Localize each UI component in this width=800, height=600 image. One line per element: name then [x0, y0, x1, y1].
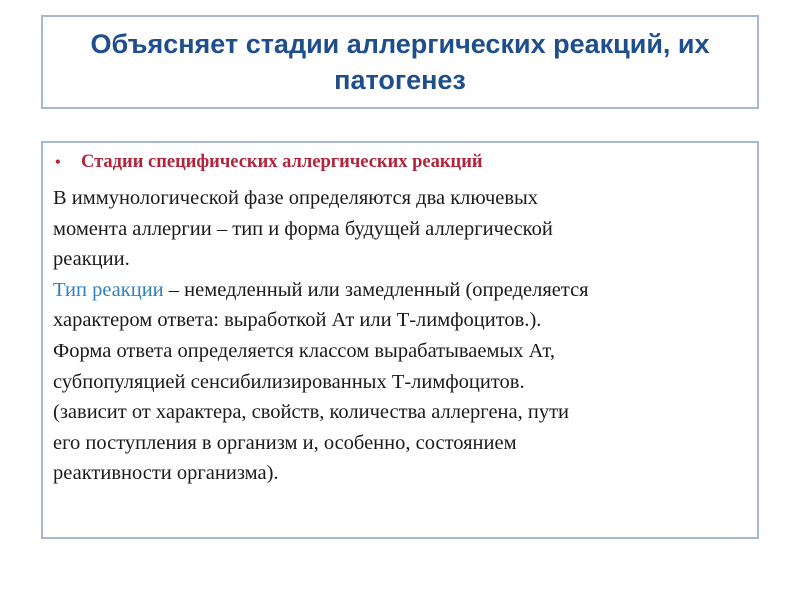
paragraph-line: Форма ответа определяется классом вырабатываемых Ат,	[53, 339, 555, 362]
slide-title: Объясняет стадии аллергических реакций, их патогенез	[90, 29, 710, 95]
paragraph-line: (зависит от характера, свойств, количества аллергена, пути	[53, 401, 570, 424]
paragraph-line: момента аллергии – тип и форма будущей аллергической	[53, 217, 553, 240]
paragraph-line: его поступления в организм и, особенно, состоянием	[53, 431, 517, 454]
paragraph-line: субпопуляцией сенсибилизированных Т-лимфоцитов.	[53, 370, 525, 393]
bullet-heading: Стадии специфических аллергических реакций	[81, 152, 483, 172]
paragraph-line: В иммунологической фазе определяются два ключевых	[53, 187, 539, 209]
bullet-icon: •	[55, 154, 61, 171]
content-box	[41, 141, 759, 539]
bullet-item	[53, 151, 745, 174]
paragraph-line: реактивности организма).	[53, 462, 279, 485]
title-box	[41, 15, 759, 109]
body-paragraph	[53, 183, 745, 489]
type-reaction-label: Тип реакции	[53, 278, 164, 301]
paragraph-line: реакции.	[53, 248, 130, 271]
paragraph-line: характером ответа: выработкой Ат или Т-лимфоцитов.).	[53, 309, 542, 332]
type-reaction-text: – немедленный или замедленный (определяется	[163, 278, 589, 301]
type-line	[53, 275, 745, 306]
